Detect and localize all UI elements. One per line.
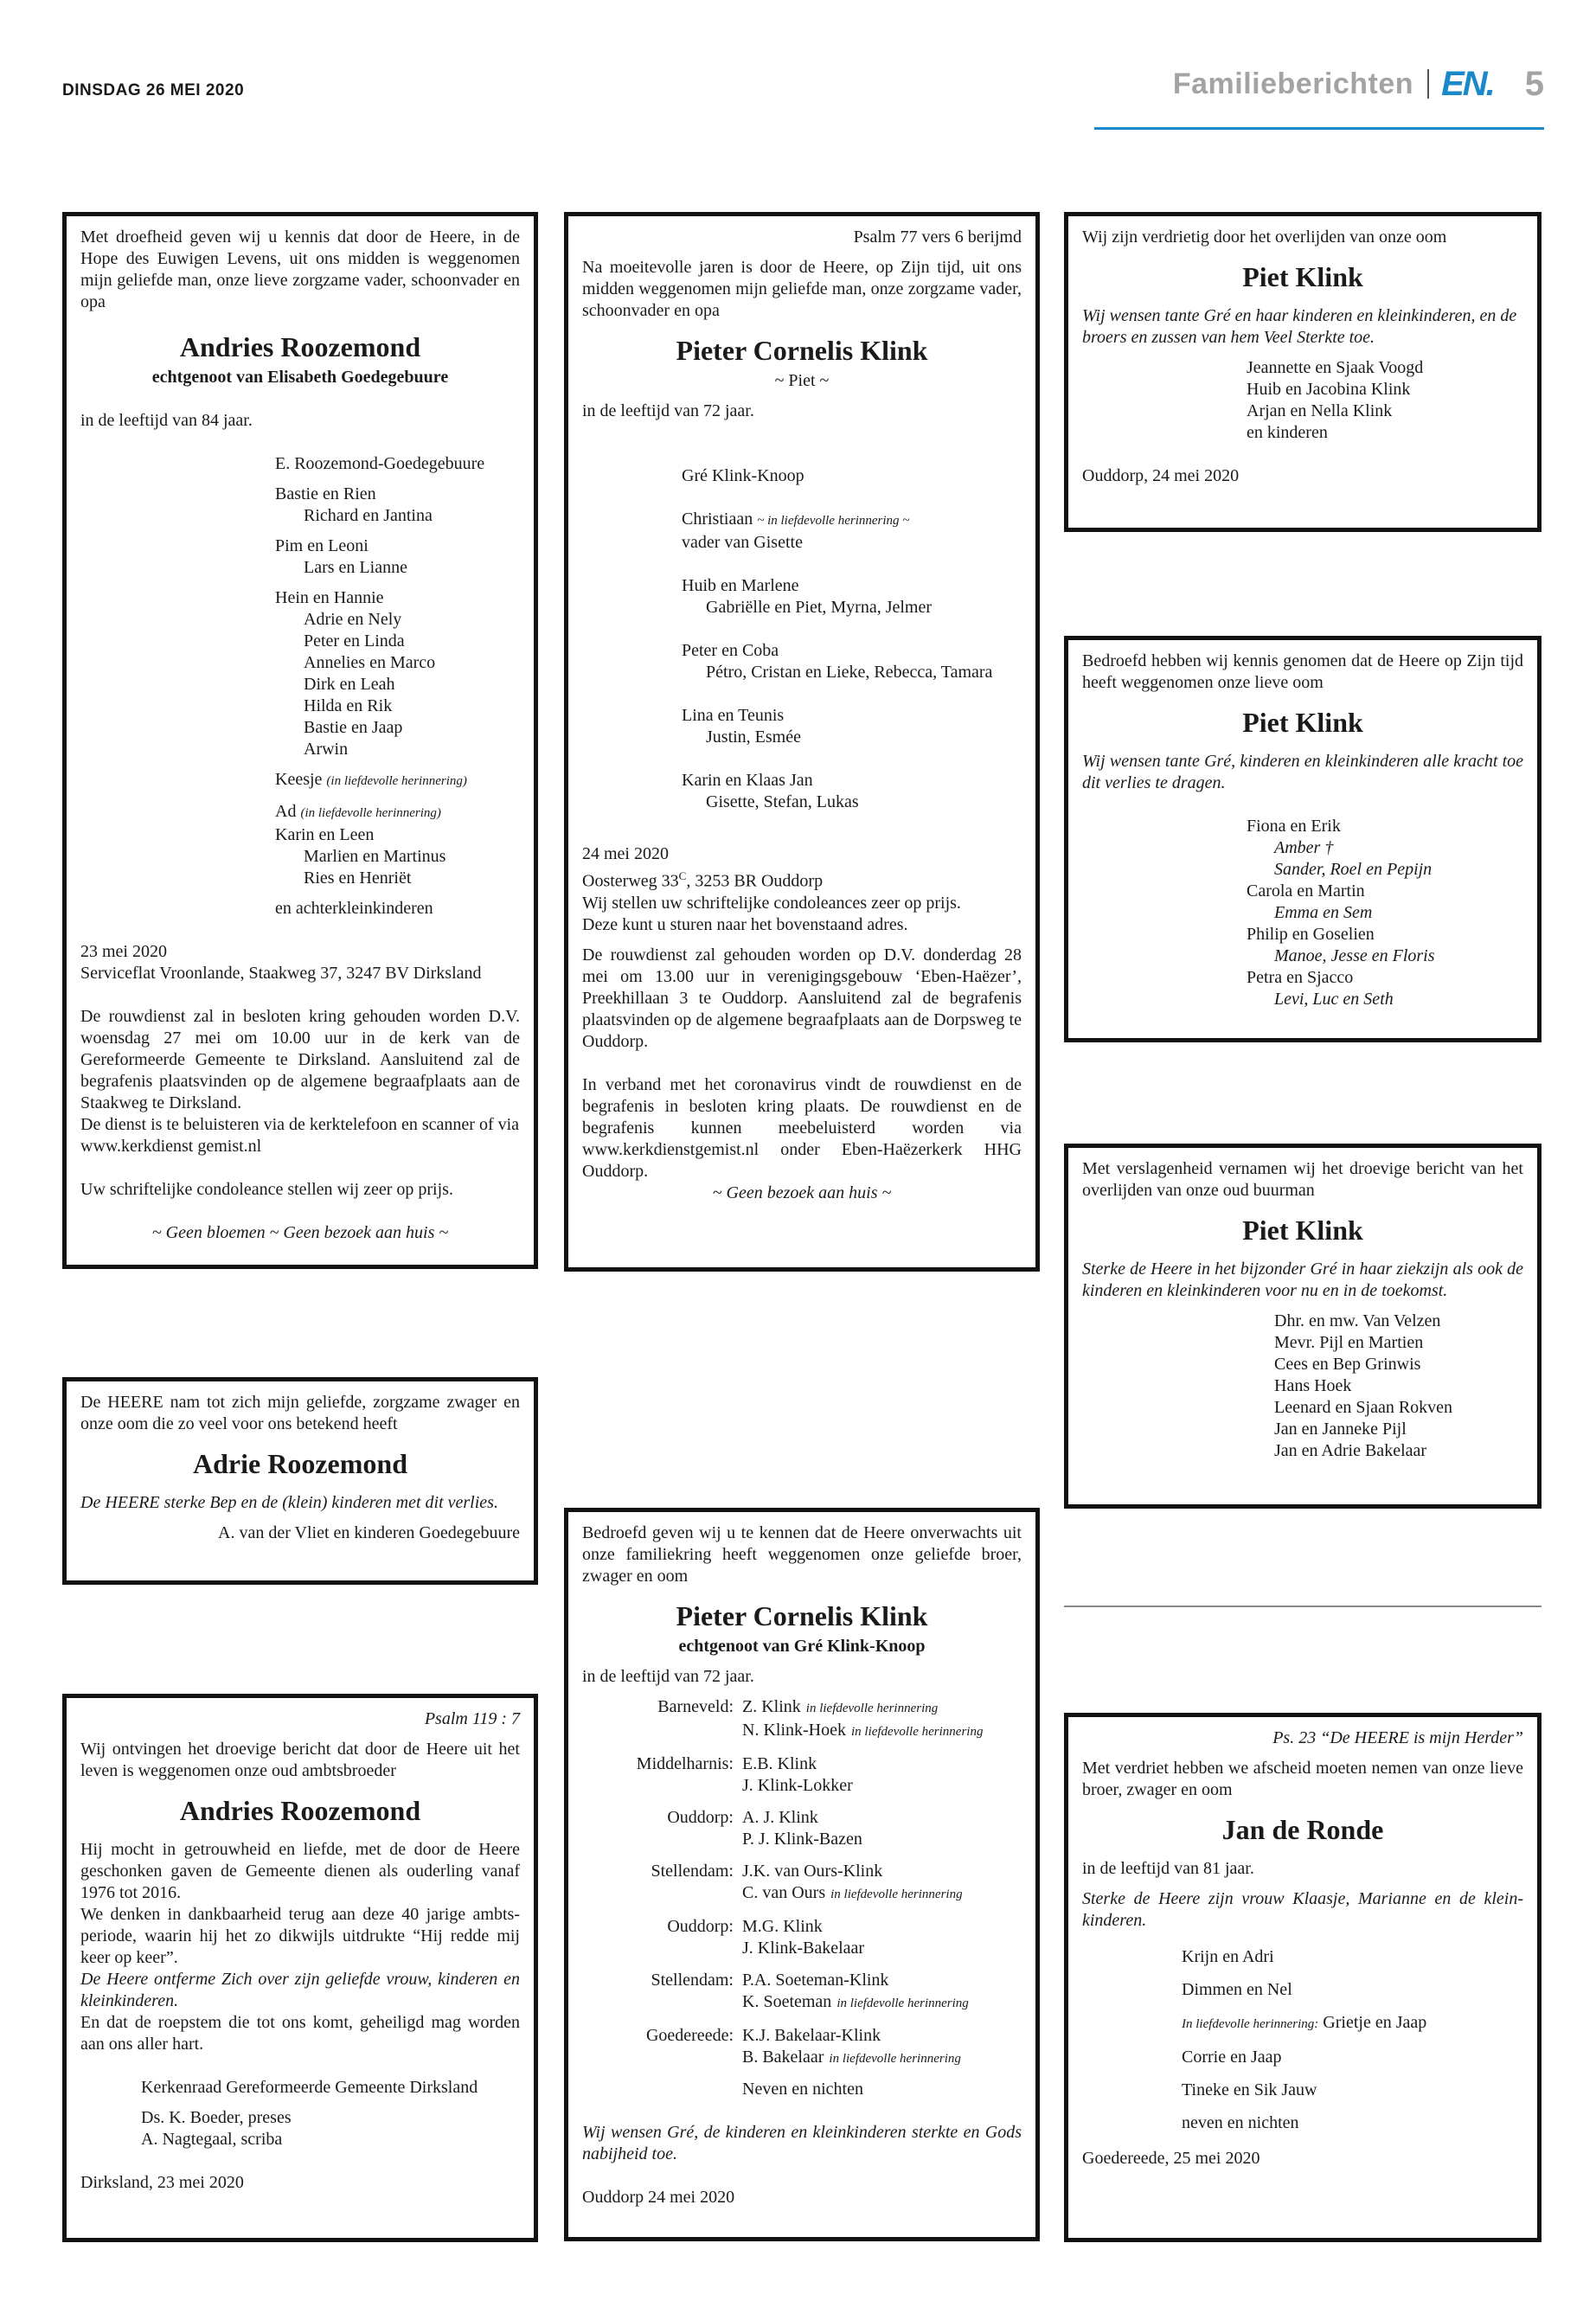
scriba: A. Nagtegaal, scriba (141, 2130, 283, 2149)
signature: A. van der Vliet en kinderen Goedegebuure (218, 1523, 520, 1542)
family-member: Arwin (304, 740, 349, 759)
signer: Dhr. en mw. Van Velzen (1274, 1311, 1441, 1330)
family-member: Peter en Coba (682, 641, 779, 660)
condolence-text: Wij stellen uw schriftelijke condoleances zeer op prijs. (582, 893, 961, 913)
footer-note: ~ Geen bloemen ~ Geen bezoek aan huis ~ (151, 1223, 449, 1242)
address-line (582, 865, 1022, 893)
relative-names (742, 2025, 961, 2070)
signer: Jan en Janneke Pijl (1274, 1420, 1407, 1439)
memorial-note: in liefdevolle herinnering (850, 1725, 984, 1739)
deceased-name: Piet Klink (1242, 707, 1363, 738)
family-member: vader van Gisette (682, 533, 803, 552)
family-member: Keesje (275, 770, 323, 789)
family-member: Bastie en Jaap (304, 718, 403, 737)
memorial-note: In liefdevolle herinnering: (1182, 2017, 1319, 2031)
page-number: 5 (1524, 64, 1544, 103)
body-text: We denken in dankbaarheid terug aan deze 40 jarige ambts-periode, waarin hij het zo dikwijls uitdrukte “Hij redde mij keer op keer”. (80, 1905, 520, 1967)
intro-text: Wij zijn verdrietig door het overlijden van onze oom (1082, 228, 1447, 247)
bible-verse: Psalm 119 : 7 (424, 1709, 520, 1728)
address-line: Serviceflat Vroonlande, Staakweg 37, 3247 BV Dirksland (80, 964, 482, 983)
deceased-name: Pieter Cornelis Klink (676, 335, 928, 366)
signers (1082, 1311, 1523, 1462)
place-date: Ouddorp 24 mei 2020 (582, 2188, 735, 2207)
relative-row (582, 1861, 1022, 1906)
corona-text: In verband met het coronavirus vindt de rouwdienst en de begrafenis in besloten kring plaats. De rouwdienst en de begrafenis kunnen meebeluisterd worden via www.kerkdienstgemist.nl onder Eben-Haëzerkerk HHG Ouddorp. (582, 1074, 1022, 1181)
relative-names (742, 1807, 862, 1850)
signer: en kinderen (1247, 423, 1328, 442)
relative-names (742, 1970, 969, 2015)
family-member: Gabriëlle en Piet, Myrna, Jelmer (706, 598, 933, 617)
family-member: Amber † (1274, 838, 1334, 857)
family-member: Huib en Marlene (682, 576, 799, 595)
family-member: Justin, Esmée (706, 727, 801, 747)
relative-place: Middelharnis: (636, 1754, 734, 1773)
family-member: Fiona en Erik (1247, 817, 1341, 836)
relative-names (742, 1696, 983, 1743)
deceased-name: Jan de Ronde (1221, 1814, 1384, 1845)
family-list (1082, 816, 1523, 1010)
header-divider (1427, 69, 1429, 99)
family-member: Lina en Teunis (682, 706, 785, 725)
relative-place: Barneveld: (657, 1697, 734, 1716)
relative-place: Ouddorp: (667, 1917, 734, 1936)
family-member: Christiaan (682, 510, 753, 529)
date-line: 24 mei 2020 (582, 844, 669, 863)
family-member: Ries en Henriët (304, 868, 412, 888)
family-member: Adrie en Nely (304, 610, 402, 629)
wish-text: Sterke de Heere in het bijzonder Gré in haar ziekzijn als ook de kinderen en kleinkinderen voor nu en in de toekomst. (1082, 1259, 1523, 1300)
widow: Gré Klink-Knoop (682, 466, 804, 485)
signer: Grietje en Jaap (1318, 2013, 1427, 2032)
family-member: Philip en Goselien (1247, 925, 1375, 944)
relative-names (742, 1916, 864, 1959)
obituary-pieter-cornelis-klink-siblings (564, 1508, 1040, 2241)
signer: Mevr. Pijl en Martien (1274, 1333, 1424, 1352)
deceased-name: Adrie Roozemond (193, 1448, 407, 1479)
intro-text: Bedroefd hebben wij kennis genomen dat de Heere op Zijn tijd heeft weggenomen onze lieve oom (1082, 651, 1523, 692)
relative-names (742, 1753, 853, 1797)
body-text: De Heere ontferme Zich over zijn geliefde vrouw, kinderen en kleinkinderen. (80, 1970, 520, 2010)
wish-text: Wij wensen tante Gré, kinderen en kleinkinderen alle kracht toe dit verlies te dragen. (1082, 752, 1523, 792)
address-suffix: C (678, 869, 687, 882)
relative-row (582, 1970, 1022, 2015)
family-member: Ad (275, 802, 297, 821)
relative-row (582, 1696, 1022, 1743)
relative-name: C. van Ours (742, 1883, 826, 1902)
place-date: Ouddorp, 24 mei 2020 (1082, 466, 1240, 485)
relative-row (582, 1807, 1022, 1850)
spouse-line: echtgenoot van Gré Klink-Knoop (678, 1637, 926, 1656)
footer-note: ~ Geen bezoek aan huis ~ (712, 1183, 892, 1202)
intro-text: Na moeitevolle jaren is door de Heere, op Zijn tijd, uit ons midden weggenomen mijn geliefde man, onze zorgzame vader, schoonvader en opa (582, 258, 1022, 320)
age-line: in de leeftijd van 72 jaar. (582, 401, 754, 420)
deceased-name: Andries Roozemond (179, 331, 421, 362)
signers (1082, 1940, 1523, 2139)
signer: Huib en Jacobina Klink (1247, 380, 1411, 399)
relative-name: J. Klink-Lokker (742, 1776, 853, 1795)
place-date: Goedereede, 25 mei 2020 (1082, 2149, 1260, 2168)
service-text: De rouwdienst zal gehouden worden op D.V. donderdag 28 mei om 13.00 uur in verenigingsgebouw ‘Eben-Haëzer’, Preekhillaan 3 te Ouddorp. Aansluitend zal de begrafenis plaatsvinden op de algemene begraafplaats aan de Dorpsweg te Ouddorp. (582, 945, 1022, 1051)
address-street: Oosterweg 33 (582, 871, 679, 891)
family-member: Petra en Sjacco (1247, 968, 1354, 987)
memorial-note: in liefdevolle herinnering (836, 1997, 969, 2010)
obituary-piet-klink-neighbours (1064, 1144, 1542, 1509)
bible-verse: Psalm 77 vers 6 berijmd (853, 228, 1022, 247)
obituary-adrie-roozemond (62, 1377, 538, 1585)
address-rest: , 3253 BR Ouddorp (686, 871, 824, 891)
age-line: in de leeftijd van 72 jaar. (582, 1667, 754, 1686)
spouse-line: echtgenoot van Elisabeth Goedegebuure (151, 368, 449, 387)
relative-place: Goedereede: (645, 2026, 734, 2045)
signer: Dimmen en Nel (1182, 1980, 1292, 1999)
relative-name: A. J. Klink (742, 1808, 818, 1827)
signer: Arjan en Nella Klink (1247, 401, 1393, 420)
relatives-table (582, 1696, 1022, 2070)
memorial-note: in liefdevolle herinnering (829, 2052, 961, 2066)
relative-row (582, 2025, 1022, 2070)
nickname: ~ Piet ~ (774, 371, 830, 390)
intro-text: Wij ontvingen het droevige bericht dat door de Heere uit het leven is weggenomen onze oud ambtsbroeder (80, 1740, 520, 1780)
family-member: Richard en Jantina (304, 506, 433, 525)
intro-text: Bedroefd geven wij u te kennen dat de Heere onverwachts uit onze familiekring heeft weggenomen onze geliefde broer, zwager en oom (582, 1523, 1022, 1586)
signer: Jan en Adrie Bakelaar (1274, 1441, 1427, 1460)
relative-row (582, 1916, 1022, 1959)
signer: Corrie en Jaap (1182, 2048, 1282, 2067)
signer: Tineke en Sik Jauw (1182, 2080, 1317, 2099)
family-member: Lars en Lianne (304, 558, 407, 577)
relative-place: Stellendam: (651, 1971, 734, 1990)
family-member: Karin en Leen (275, 825, 375, 844)
memorial-note: in liefdevolle herinnering (805, 1702, 939, 1715)
memorial-note: ~ in liefdevolle herinnering ~ (757, 514, 910, 528)
relative-row (582, 1753, 1022, 1797)
family-member: Dirk en Leah (304, 675, 395, 694)
deceased-name: Andries Roozemond (179, 1795, 421, 1826)
family-member: Sander, Roel en Pepijn (1274, 860, 1433, 879)
wish-text: Wij wensen tante Gré en haar kinderen en kleinkinderen, en de broers en zussen van hem Veel Sterkte toe. (1082, 306, 1517, 347)
listen-text: De dienst is te beluisteren via de kerktelefoon en scanner of via www.kerkdienst gemist.nl (80, 1115, 520, 1156)
relative-name: B. Bakelaar (742, 2048, 824, 2067)
obituary-jan-de-ronde (1064, 1713, 1542, 2242)
relative-name: M.G. Klink (742, 1917, 823, 1936)
wish-text: Wij wensen Gré, de kinderen en kleinkinderen sterkte en Gods nabijheid toe. (582, 2123, 1022, 2163)
family-member: Marlien en Martinus (304, 847, 446, 866)
intro-text: Met verslagenheid vernamen wij het droevige bericht van het overlijden van onze oud buurman (1082, 1159, 1523, 1200)
family-member: Hilda en Rik (304, 696, 393, 715)
obituary-piet-klink-nieces (1064, 636, 1542, 1042)
family-member: Manoe, Jesse en Floris (1274, 946, 1435, 965)
relative-name: J.K. van Ours-Klink (742, 1862, 883, 1881)
widow: E. Roozemond-Goedegebuure (275, 454, 485, 473)
relative-name: J. Klink-Bakelaar (742, 1939, 865, 1958)
relative-name: N. Klink-Hoek (742, 1721, 846, 1740)
signers (1082, 357, 1523, 444)
family-list (80, 453, 520, 920)
intro-text: Met droefheid geven wij u kennis dat door de Heere, in de Hope des Euwigen Levens, uit ons midden is weggenomen mijn geliefde man, onze lieve zorgzame vader, schoonvader en opa (80, 228, 520, 311)
age-line: in de leeftijd van 81 jaar. (1082, 1859, 1254, 1878)
family-member: Karin en Klaas Jan (682, 771, 813, 790)
obituary-pieter-cornelis-klink-family (564, 212, 1040, 1272)
family-member: en achterkleinkinderen (275, 899, 433, 918)
wish-text: Sterke de Heere zijn vrouw Klaasje, Marianne en de klein-kinderen. (1082, 1889, 1523, 1930)
relative-names (742, 1861, 963, 1906)
relative-name: Z. Klink (742, 1697, 801, 1716)
newspaper-logo: EN. (1441, 64, 1494, 103)
signer: Leenard en Sjaan Rokven (1274, 1398, 1453, 1417)
section-title: Familieberichten (1172, 67, 1414, 100)
relative-name: P.A. Soeteman-Klink (742, 1971, 889, 1990)
relative-name: P. J. Klink-Bazen (742, 1830, 862, 1849)
relative-place: Ouddorp: (667, 1808, 734, 1827)
relative-name: K. Soeteman (742, 1992, 832, 2011)
service-text: De rouwdienst zal in besloten kring gehouden worden D.V. woensdag 27 mei om 10.00 uur in de kerk van de Gereformeerde Gemeente te Dirksland. Aansluitend zal de begrafenis plaatsvinden op de algemene begraafplaats aan de Staakweg te Dirksland. (80, 1007, 520, 1112)
wish-text: De HEERE sterke Bep en de (klein) kinderen met dit verlies. (80, 1493, 498, 1512)
deceased-name: Pieter Cornelis Klink (676, 1600, 928, 1631)
age-line: in de leeftijd van 84 jaar. (80, 411, 253, 430)
intro-text: De HEERE nam tot zich mijn geliefde, zorgzame zwager en onze oom die zo veel voor ons betekend heeft (80, 1393, 520, 1433)
family-member: Bastie en Rien (275, 484, 376, 503)
family-list (582, 465, 1022, 813)
relative-name: K.J. Bakelaar-Klink (742, 2026, 881, 2045)
family-member: Emma en Sem (1274, 903, 1373, 922)
header-rule (1094, 127, 1544, 130)
condolence-text: Deze kunt u sturen naar het bovenstaand adres. (582, 914, 908, 934)
family-member: Levi, Luc en Seth (1274, 990, 1394, 1009)
signer: neven en nichten (1182, 2113, 1299, 2132)
page-header (1173, 62, 1544, 106)
family-member: Hein en Hannie (275, 588, 384, 607)
relative-place: Stellendam: (651, 1862, 734, 1881)
memorial-note: (in liefdevolle herinnering) (300, 806, 441, 820)
edition-date: DINSDAG 26 MEI 2020 (62, 81, 245, 99)
family-member: Annelies en Marco (304, 653, 436, 672)
column-divider (1064, 1606, 1542, 1607)
council-name: Kerkenraad Gereformeerde Gemeente Dirksland (141, 2078, 478, 2097)
signer: Krijn en Adri (1182, 1947, 1274, 1966)
family-member: Pétro, Cristan en Lieke, Rebecca, Tamara (706, 663, 993, 682)
nephews-line: Neven en nichten (742, 2080, 863, 2099)
preses: Ds. K. Boeder, preses (141, 2108, 292, 2127)
deceased-name: Piet Klink (1242, 1215, 1363, 1246)
bible-verse: Ps. 23 “De HEERE is mijn Herder” (1272, 1728, 1523, 1747)
family-member: Pim en Leoni (275, 536, 369, 555)
memorial-note: (in liefdevolle herinnering) (326, 774, 467, 788)
family-member: Carola en Martin (1247, 881, 1365, 901)
obituary-piet-klink-nephews (1064, 212, 1542, 532)
intro-text: Met verdriet hebben we afscheid moeten nemen van onze lieve broer, zwager en oom (1082, 1759, 1523, 1799)
date-line: 23 mei 2020 (80, 942, 167, 961)
signer: Cees en Bep Grinwis (1274, 1355, 1421, 1374)
body-text: Hij mocht in getrouwheid en liefde, met de door de Heere geschonken gaven de Gemeente dienen als ouderling vanaf 1976 tot 2016. (80, 1840, 520, 1902)
signer: Jeannette en Sjaak Voogd (1247, 358, 1424, 377)
condolence-text: Uw schriftelijke condoleance stellen wij zeer op prijs. (80, 1180, 453, 1199)
obituary-andries-roozemond-family (62, 212, 538, 1269)
signer: Hans Hoek (1274, 1376, 1352, 1395)
relative-name: E.B. Klink (742, 1754, 817, 1773)
memorial-note: in liefdevolle herinnering (830, 1888, 963, 1901)
family-member: Gisette, Stefan, Lukas (706, 792, 859, 811)
deceased-name: Piet Klink (1242, 261, 1363, 292)
place-date: Dirksland, 23 mei 2020 (80, 2173, 244, 2192)
body-text: En dat de roepstem die tot ons komt, geheiligd mag worden aan ons aller hart. (80, 2013, 520, 2054)
family-member: Peter en Linda (304, 631, 405, 651)
obituary-andries-roozemond-church (62, 1694, 538, 2242)
